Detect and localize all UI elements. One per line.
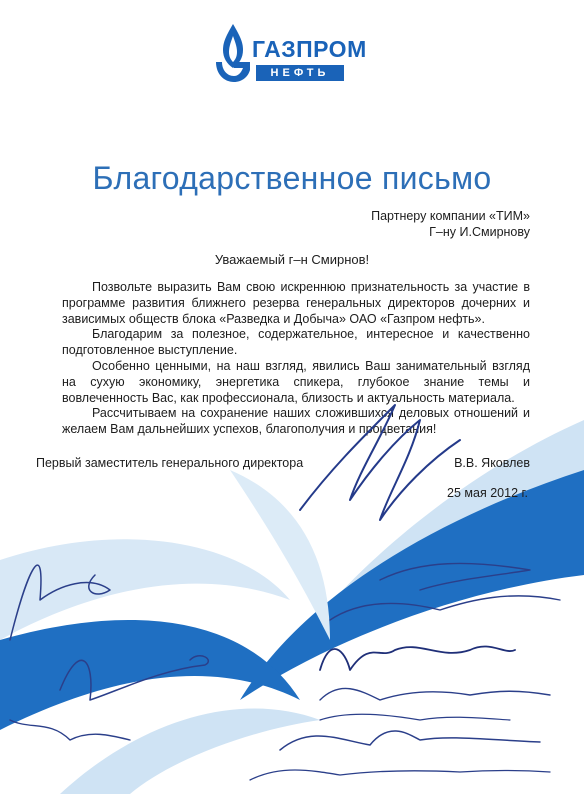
letter-date: 25 мая 2012 г. <box>447 486 528 500</box>
logo-company-name: ГАЗПРОМ <box>252 36 367 62</box>
signer-position: Первый заместитель генерального директора <box>36 456 304 470</box>
paragraph: Позвольте выразить Вам свою искреннюю признательность за участие в программе развития ближнего резерва генеральных директоров дочерних и зависимых обществ блока «Разведка и Добыча» ОАО «Газпром нефть». <box>62 280 530 326</box>
logo-division-name: НЕФТЬ <box>256 65 344 81</box>
signer-name: В.В. Яковлев <box>454 456 530 470</box>
greeting: Уважаемый г–н Смирнов! <box>214 252 370 267</box>
paragraph: Благодарим за полезное, содержательное, интересное и качественно подготовленное выступление. <box>62 327 530 358</box>
paragraph: Особенно ценными, на наш взгляд, явились Ваш занимательный взгляд на сухую экономику, энергетика спикера, глубокое знание темы и вовлеченность Вас, как профессионала, близость и актуальность материала. <box>62 358 530 405</box>
addressee-line-1: Партнеру компании «ТИМ» <box>371 209 530 223</box>
letter-title: Благодарственное письмо <box>92 160 492 196</box>
paragraph: Рассчитываем на сохранение наших сложившихся деловых отношений и желаем Вам дальнейших успехов, благополучия и процветания! <box>62 406 530 437</box>
director-signature <box>300 405 460 520</box>
addressee-line-2: Г–ну И.Смирнову <box>429 225 530 239</box>
